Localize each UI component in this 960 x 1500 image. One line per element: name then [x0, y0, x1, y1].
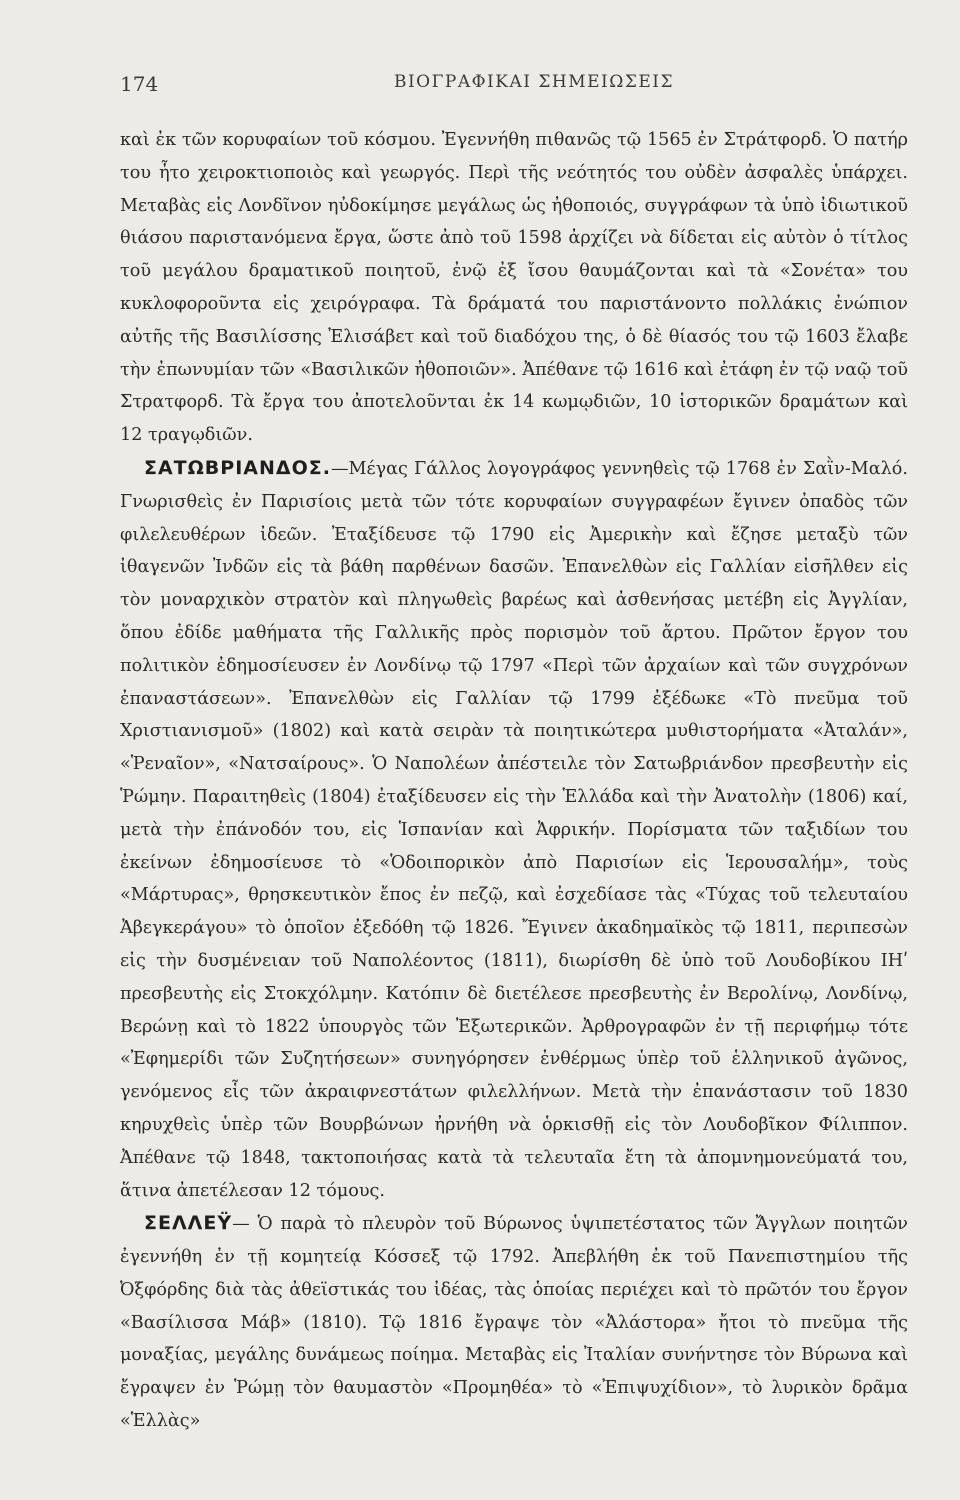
entry-heading: ΣΑΤΩΒΡΙΑΝΔΟΣ. — [144, 456, 331, 479]
entry-text: — Ὁ παρὰ τὸ πλευρὸν τοῦ Βύρωνος ὑψιπετέστατος τῶν Ἄγγλων ποιητῶν ἐγεννήθη ἐν τῇ κομητείᾳ Κόσσεξ τῷ 1792. Ἀπεβλήθη ἐκ τοῦ Πανεπιστημίου τῆς Ὀξφόρδης διὰ τὰς ἀθεϊστικάς του ἰδέας, τὰς ὁποίας περιέχει καὶ τὸ πρῶτόν του ἔργον «Βασίλισσα Μάβ» (1810). Τῷ 1816 ἔγραψε τὸν «Ἀλάστορα» ἤτοι τὸ πνεῦμα τῆς μοναξίας, μεγάλης δυνάμεως ποίημα. Μεταβὰς εἰς Ἰταλίαν συνήντησε τὸν Βύρωνα καὶ ἔγραψεν ἐν Ῥώμῃ τὸν θαυμαστὸν «Προμηθέα» τὸ «Ἐπιψυχίδιον», τὸ λυρικὸν δρᾶμα «Ἑλλὰς» — [120, 1214, 908, 1432]
entry-heading: ΣΕΛΛΕΫ — [144, 1212, 233, 1235]
entry-chateaubriand — [120, 452, 908, 1207]
entry-text: καὶ ἐκ τῶν κορυφαίων τοῦ κόσμου. Ἐγεννήθη πιθανῶς τῷ 1565 ἐν Στράτφορδ. Ὁ πατήρ του ἦτο χειροκτιοποιὸς καὶ γεωργός. Περὶ τῆς νεότητός του οὐδὲν ἀσφαλὲς ὑπάρχει. Μεταβὰς εἰς Λονδῖνον ηὐδοκίμησε μεγάλως ὡς ἠθοποιός, συγγράφων τὰ ὑπὸ ἰδιωτικοῦ θιάσου παριστανόμενα ἔργα, ὥστε ἀπὸ τοῦ 1598 ἀρχίζει νὰ δίδεται εἰς αὐτὸν ὁ τίτλος τοῦ μεγάλου δραματικοῦ ποιητοῦ, ἐνῷ ἐξ ἴσου θαυμάζονται καὶ τὰ «Σονέτα» του κυκλοφοροῦντα εἰς χειρόγραφα. Τὰ δράματά του παριστάνοντο πολλάκις ἐνώπιον αὐτῆς τῆς Βασιλίσσης Ἐλισάβετ καὶ τοῦ διαδόχου της, ὁ δὲ θίασός του τῷ 1603 ἔλαβε τὴν ἐπωνυμίαν τῶν «Βασιλικῶν ἠθοποιῶν». Ἀπέθανε τῷ 1616 καὶ ἐτάφη ἐν τῷ ναῷ τοῦ Στρατφορδ. Τὰ ἔργα του ἀποτελοῦνται ἐκ 14 κωμῳδιῶν, 10 ἱστορικῶν δραμάτων καὶ 12 τραγῳδιῶν. — [120, 130, 908, 446]
body-text — [120, 124, 908, 1438]
running-title: ΒΙΟΓΡΑΦΙΚΑΙ ΣΗΜΕΙΩΣΕΙΣ — [393, 72, 675, 92]
entry-text: —Μέγας Γάλλος λογογράφος γεννηθεὶς τῷ 1768 ἐν Σαῒν-Μαλό. Γνωρισθεὶς ἐν Παρισίοις μετὰ τῶν τότε κορυφαίων συγγραφέων ἔγινεν ὀπαδὸς τῶν φιλελευθέρων ἰδεῶν. Ἐταξίδευσε τῷ 1790 εἰς Ἀμερικὴν καὶ ἔζησε μεταξὺ τῶν ἰθαγενῶν Ἰνδῶν εἰς τὰ βάθη παρθένων δασῶν. Ἐπανελθὼν εἰς Γαλλίαν εἰσῆλθεν εἰς τὸν μοναρχικὸν στρατὸν καὶ πληγωθεὶς βαρέως καὶ ἀσθενήσας μετέβη εἰς Ἀγγλίαν, ὅπου ἐδίδε μαθήματα τῆς Γαλλικῆς πρὸς πορισμὸν τοῦ ἄρτου. Πρῶτον ἔργον του πολιτικὸν ἐδημοσίευσεν ἐν Λονδίνῳ τῷ 1797 «Περὶ τῶν ἀρχαίων καὶ τῶν συγχρόνων ἐπαναστάσεων». Ἐπανελθὼν εἰς Γαλλίαν τῷ 1799 ἐξέδωκε «Τὸ πνεῦμα τοῦ Χριστιανισμοῦ» (1802) καὶ κατὰ σειρὰν τὰ ποιητικώτερα μυθιστορήματα «Ἀταλάν», «Ῥεναῖον», «Νατσαίρους». Ὁ Ναπολέων ἀπέστειλε τὸν Σατωβριάνδον πρεσβευτὴν εἰς Ῥώμην. Παραιτηθεὶς (1804) ἐταξίδευσεν εἰς τὴν Ἑλλάδα καὶ τὴν Ἀνατολὴν (1806) καί, μετὰ τὴν ἐπάνοδόν του, εἰς Ἱσπανίαν καὶ Ἀφρικήν. Πορίσματα τῶν ταξιδίων του ἐκείνων ἐδημοσίευσε τὸ «Ὁδοιπορικὸν ἀπὸ Παρισίων εἰς Ἱερουσαλήμ», τοὺς «Μάρτυρας», θρησκευτικὸν ἔπος ἐν πεζῷ, καὶ ἐσχεδίασε τὰς «Τύχας τοῦ τελευταίου Ἀβεγκεράγου» τὸ ὁποῖον ἐξεδόθη τῷ 1826. Ἔγινεν ἀκαδημαϊκὸς τῷ 1811, περιπεσὼν εἰς τὴν δυσμένειαν τοῦ Ναπολέοντος (1811), διωρίσθη δὲ ὑπὸ τοῦ Λουδοβίκου ΙΗʹ πρεσβευτὴς εἰς Στοκχόλμην. Κατόπιν δὲ διετέλεσε πρεσβευτὴς ἐν Βερολίνῳ, Λονδίνῳ, Βερώνῃ καὶ τὸ 1822 ὑπουργὸς τῶν Ἐξωτερικῶν. Ἀρθρογραφῶν ἐν τῇ περιφήμῳ τότε «Ἐφημερίδι τῶν Συζητήσεων» συνηγόρησεν ἐνθέρμως ὑπὲρ τοῦ ἑλληνικοῦ ἀγῶνος, γενόμενος εἷς τῶν ἀκραιφνεστάτων φιλελλήνων. Μετὰ τὴν ἐπανάστασιν τοῦ 1830 κηρυχθεὶς ὑπὲρ τῶν Βουρβώνων ἠρνήθη νὰ ὁρκισθῇ εἰς τὸν Λουδοβῖκον Φίλιππον. Ἀπέθανε τῷ 1848, τακτοποιήσας κατὰ τὰ τελευταῖα ἔτη τὰ ἀπομνημονεύματά του, ἅτινα ἀπετέλεσαν 12 τόμους. — [120, 458, 908, 1201]
page-number: 174 — [120, 72, 159, 96]
entry-continuation — [120, 124, 908, 452]
entry-shelley — [120, 1207, 908, 1438]
page-header — [120, 72, 908, 102]
